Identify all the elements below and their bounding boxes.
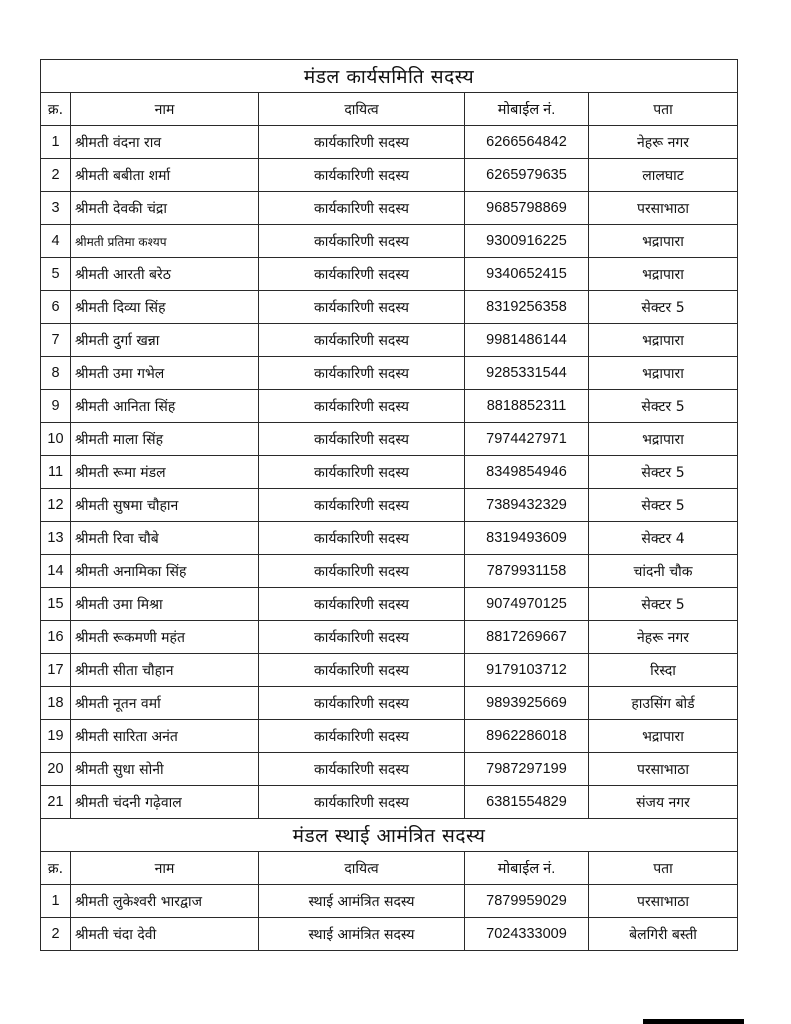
mobile-number-cell: 8319256358 (465, 291, 589, 324)
member-name-cell: श्रीमती रिवा चौबे (71, 522, 259, 555)
role-cell: कार्यकारिणी सदस्य (259, 159, 465, 192)
table-row (41, 786, 738, 819)
member-name-cell: श्रीमती सुषमा चौहान (71, 489, 259, 522)
table-row (41, 159, 738, 192)
member-name-cell: श्रीमती लुकेश्वरी भारद्वाज (71, 885, 259, 918)
column-header-address: पता (589, 852, 738, 885)
role-cell: कार्यकारिणी सदस्य (259, 555, 465, 588)
table-row (41, 753, 738, 786)
address-cell: परसाभाठा (589, 192, 738, 225)
member-name-cell: श्रीमती माला सिंह (71, 423, 259, 456)
serial-number-cell: 1 (41, 126, 71, 159)
address-cell: सेक्टर 5 (589, 489, 738, 522)
address-cell: सेक्टर 5 (589, 390, 738, 423)
column-header-address: पता (589, 93, 738, 126)
role-cell: कार्यकारिणी सदस्य (259, 687, 465, 720)
table-row (41, 258, 738, 291)
role-cell: कार्यकारिणी सदस्य (259, 192, 465, 225)
role-cell: कार्यकारिणी सदस्य (259, 324, 465, 357)
table-row (41, 885, 738, 918)
serial-number-cell: 14 (41, 555, 71, 588)
table-row (41, 621, 738, 654)
serial-number-cell: 7 (41, 324, 71, 357)
mobile-number-cell: 7974427971 (465, 423, 589, 456)
address-cell: सेक्टर 5 (589, 456, 738, 489)
serial-number-cell: 10 (41, 423, 71, 456)
member-name-cell: श्रीमती प्रतिमा कश्यप (71, 225, 259, 258)
mobile-number-cell: 9981486144 (465, 324, 589, 357)
role-cell: कार्यकारिणी सदस्य (259, 390, 465, 423)
table-row (41, 192, 738, 225)
table-row (41, 720, 738, 753)
section-title-row (41, 819, 738, 852)
mobile-number-cell: 7879931158 (465, 555, 589, 588)
member-name-cell: श्रीमती उमा गभेल (71, 357, 259, 390)
mobile-number-cell: 9074970125 (465, 588, 589, 621)
role-cell: कार्यकारिणी सदस्य (259, 753, 465, 786)
serial-number-cell: 8 (41, 357, 71, 390)
mobile-number-cell: 9340652415 (465, 258, 589, 291)
address-cell: भद्रापारा (589, 423, 738, 456)
table-row (41, 918, 738, 951)
table-row (41, 126, 738, 159)
member-name-cell: श्रीमती आनिता सिंह (71, 390, 259, 423)
serial-number-cell: 13 (41, 522, 71, 555)
table-row (41, 390, 738, 423)
member-name-cell: श्रीमती नूतन वर्मा (71, 687, 259, 720)
serial-number-cell: 1 (41, 885, 71, 918)
address-cell: सेक्टर 5 (589, 588, 738, 621)
mobile-number-cell: 9893925669 (465, 687, 589, 720)
member-name-cell: श्रीमती दुर्गा खन्ना (71, 324, 259, 357)
address-cell: भद्रापारा (589, 225, 738, 258)
table-row (41, 522, 738, 555)
address-cell: भद्रापारा (589, 357, 738, 390)
column-header-role: दायित्व (259, 93, 465, 126)
mobile-number-cell: 6265979635 (465, 159, 589, 192)
table-row (41, 291, 738, 324)
role-cell: कार्यकारिणी सदस्य (259, 225, 465, 258)
serial-number-cell: 4 (41, 225, 71, 258)
mobile-number-cell: 6266564842 (465, 126, 589, 159)
serial-number-cell: 12 (41, 489, 71, 522)
address-cell: भद्रापारा (589, 258, 738, 291)
address-cell: हाउसिंग बोर्ड (589, 687, 738, 720)
mobile-number-cell: 7987297199 (465, 753, 589, 786)
mobile-number-cell: 8349854946 (465, 456, 589, 489)
table-row (41, 423, 738, 456)
role-cell: कार्यकारिणी सदस्य (259, 621, 465, 654)
member-name-cell: श्रीमती वंदना राव (71, 126, 259, 159)
column-header-mobile-number: मोबाईल नं. (465, 852, 589, 885)
member-name-cell: श्रीमती सारिता अनंत (71, 720, 259, 753)
column-header-member-name: नाम (71, 93, 259, 126)
table-row (41, 225, 738, 258)
role-cell: कार्यकारिणी सदस्य (259, 720, 465, 753)
address-cell: संजय नगर (589, 786, 738, 819)
table-row (41, 357, 738, 390)
address-cell: सेक्टर 5 (589, 291, 738, 324)
mobile-number-cell: 9179103712 (465, 654, 589, 687)
mobile-number-cell: 9685798869 (465, 192, 589, 225)
serial-number-cell: 19 (41, 720, 71, 753)
member-name-cell: श्रीमती रूकमणी महंत (71, 621, 259, 654)
mobile-number-cell: 9300916225 (465, 225, 589, 258)
role-cell: स्थाई आमंत्रित सदस्य (259, 918, 465, 951)
role-cell: कार्यकारिणी सदस्य (259, 456, 465, 489)
member-name-cell: श्रीमती चंदनी गढ़ेवाल (71, 786, 259, 819)
member-list-sheet (40, 59, 738, 951)
section-title: मंडल कार्यसमिति सदस्य (41, 60, 738, 93)
table-row (41, 654, 738, 687)
table-row (41, 489, 738, 522)
role-cell: कार्यकारिणी सदस्य (259, 423, 465, 456)
address-cell: बेलगिरी बस्ती (589, 918, 738, 951)
serial-number-cell: 9 (41, 390, 71, 423)
section-title-row (41, 60, 738, 93)
role-cell: कार्यकारिणी सदस्य (259, 588, 465, 621)
address-cell: भद्रापारा (589, 324, 738, 357)
mobile-number-cell: 7389432329 (465, 489, 589, 522)
role-cell: कार्यकारिणी सदस्य (259, 654, 465, 687)
mobile-number-cell: 6381554829 (465, 786, 589, 819)
mobile-number-cell: 8962286018 (465, 720, 589, 753)
serial-number-cell: 17 (41, 654, 71, 687)
table-row (41, 456, 738, 489)
address-cell: चांदनी चौक (589, 555, 738, 588)
address-cell: सेक्टर 4 (589, 522, 738, 555)
address-cell: रिस्दा (589, 654, 738, 687)
serial-number-cell: 16 (41, 621, 71, 654)
serial-number-cell: 15 (41, 588, 71, 621)
member-name-cell: श्रीमती दिव्या सिंह (71, 291, 259, 324)
mobile-number-cell: 8319493609 (465, 522, 589, 555)
serial-number-cell: 11 (41, 456, 71, 489)
member-name-cell: श्रीमती देवकी चंद्रा (71, 192, 259, 225)
table-row (41, 555, 738, 588)
address-cell: परसाभाठा (589, 753, 738, 786)
column-header-serial-number: क्र. (41, 93, 71, 126)
table-row (41, 588, 738, 621)
member-name-cell: श्रीमती चंदा देवी (71, 918, 259, 951)
serial-number-cell: 20 (41, 753, 71, 786)
member-name-cell: श्रीमती सीता चौहान (71, 654, 259, 687)
mobile-number-cell: 9285331544 (465, 357, 589, 390)
role-cell: कार्यकारिणी सदस्य (259, 489, 465, 522)
serial-number-cell: 5 (41, 258, 71, 291)
serial-number-cell: 18 (41, 687, 71, 720)
address-cell: लालघाट (589, 159, 738, 192)
member-table (40, 59, 738, 951)
mobile-number-cell: 8817269667 (465, 621, 589, 654)
member-name-cell: श्रीमती बबीता शर्मा (71, 159, 259, 192)
serial-number-cell: 3 (41, 192, 71, 225)
column-header-role: दायित्व (259, 852, 465, 885)
address-cell: नेहरू नगर (589, 621, 738, 654)
role-cell: कार्यकारिणी सदस्य (259, 258, 465, 291)
mobile-number-cell: 7024333009 (465, 918, 589, 951)
role-cell: कार्यकारिणी सदस्य (259, 126, 465, 159)
column-header-mobile-number: मोबाईल नं. (465, 93, 589, 126)
serial-number-cell: 21 (41, 786, 71, 819)
header-row (41, 852, 738, 885)
role-cell: कार्यकारिणी सदस्य (259, 522, 465, 555)
address-cell: नेहरू नगर (589, 126, 738, 159)
member-name-cell: श्रीमती उमा मिश्रा (71, 588, 259, 621)
mobile-number-cell: 7879959029 (465, 885, 589, 918)
role-cell: कार्यकारिणी सदस्य (259, 786, 465, 819)
table-row (41, 687, 738, 720)
serial-number-cell: 2 (41, 159, 71, 192)
column-header-serial-number: क्र. (41, 852, 71, 885)
role-cell: कार्यकारिणी सदस्य (259, 291, 465, 324)
member-name-cell: श्रीमती रूमा मंडल (71, 456, 259, 489)
column-header-member-name: नाम (71, 852, 259, 885)
address-cell: भद्रापारा (589, 720, 738, 753)
serial-number-cell: 2 (41, 918, 71, 951)
mobile-number-cell: 8818852311 (465, 390, 589, 423)
member-name-cell: श्रीमती अनामिका सिंह (71, 555, 259, 588)
footer-bar (643, 1019, 744, 1024)
header-row (41, 93, 738, 126)
section-title: मंडल स्थाई आमंत्रित सदस्य (41, 819, 738, 852)
address-cell: परसाभाठा (589, 885, 738, 918)
table-row (41, 324, 738, 357)
member-name-cell: श्रीमती आरती बरेठ (71, 258, 259, 291)
role-cell: कार्यकारिणी सदस्य (259, 357, 465, 390)
serial-number-cell: 6 (41, 291, 71, 324)
role-cell: स्थाई आमंत्रित सदस्य (259, 885, 465, 918)
member-name-cell: श्रीमती सुधा सोनी (71, 753, 259, 786)
